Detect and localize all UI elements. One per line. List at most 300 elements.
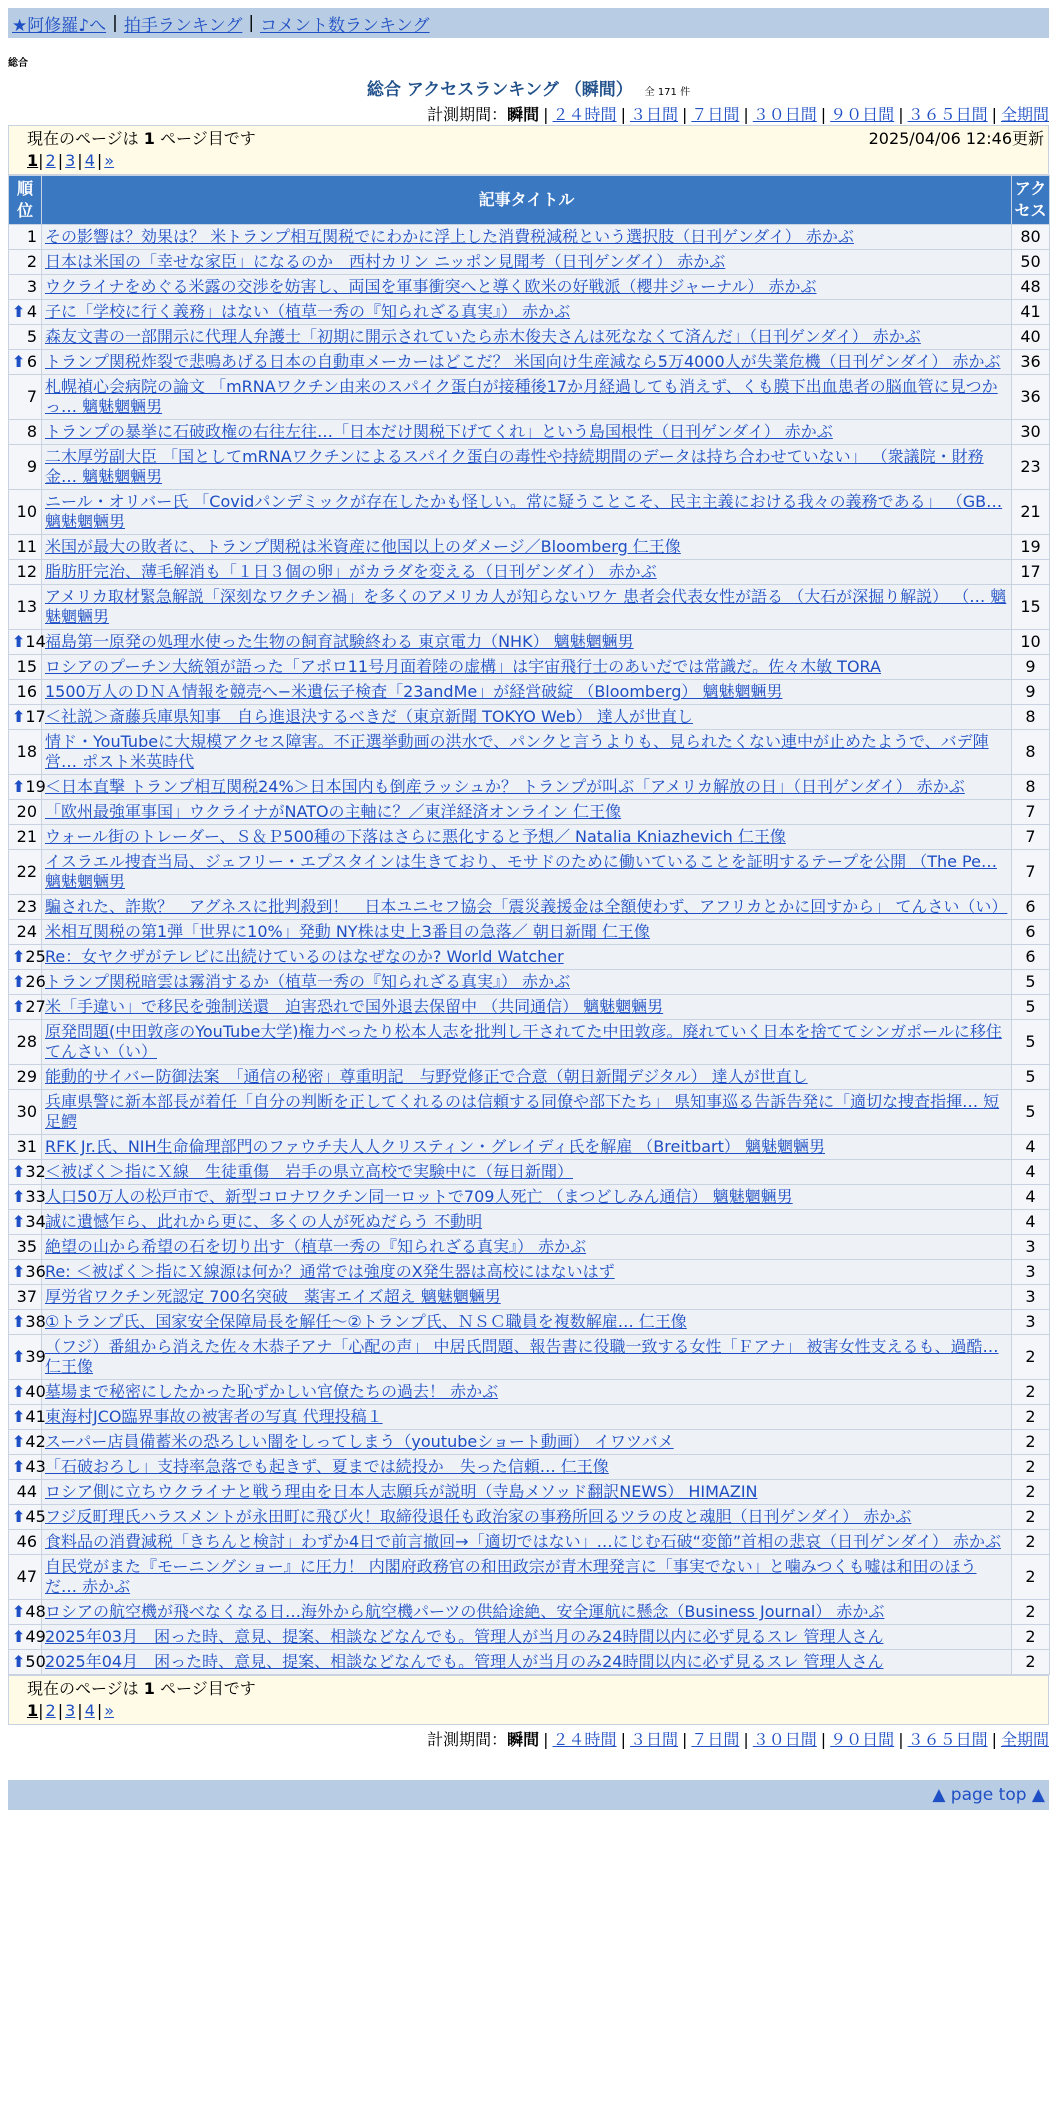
article-title-link[interactable]: 子に「学校に行く義務」はない（植草一秀の『知られざる真実』） 赤かぶ (45, 302, 571, 321)
page-top-link[interactable]: ▲ page top ▲ (932, 1785, 1045, 1805)
article-title-link[interactable]: 原発問題(中田敦彦のYouTube大学)権力べったり松本人志を批判し干されてた中田敦彦。廃れていく日本を捨ててシンガポールに移住 てんさい（い） (45, 1022, 1002, 1061)
article-title-link[interactable]: 兵庫県警に新本部長が着任「自分の判断を正してくれるのは信頼する同僚や部下たち」 県知事巡る告訴告発に「適切な捜査指揮… 短足鰐 (45, 1092, 1000, 1131)
article-title-link[interactable]: RFK Jr.氏、NIH生命倫理部門のファウチ夫人人クリスティン・グレイディ氏を解雇 （Breitbart） 魑魅魍魎男 (45, 1137, 825, 1156)
rank-number: 1 (26, 227, 37, 246)
article-title-link[interactable]: 騙された、詐欺？ アグネスに批判殺到！ 日本ユニセフ協会「震災義援金は全額使わず、アフリカとかに回すから」 てんさい（い） (45, 897, 1008, 916)
access-count: 7 (1012, 800, 1050, 825)
article-title-link[interactable]: ＜社説＞斎藤兵庫県知事 自ら進退決するべきだ（東京新聞 TOKYO Web） 達人が世直し (45, 707, 693, 726)
rank-cell (9, 1430, 46, 1455)
rank-up-arrow-icon: ⬆ (12, 302, 26, 321)
article-title-link[interactable]: 1500万人のＤＮＡ情報を競売へ−米遺伝子検査「23andMe」が経営破綻 （Bloomberg） 魑魅魍魎男 (45, 682, 783, 701)
access-count: 5 (1012, 970, 1050, 995)
current-page-suffix: ページ目です (154, 1679, 256, 1698)
access-count: 5 (1012, 1065, 1050, 1090)
title-cell (42, 1020, 1012, 1065)
article-title-link[interactable]: 脂肪肝完治、薄毛解消も「１日３個の卵」がカラダを変える（日刊ゲンダイ） 赤かぶ (45, 562, 657, 581)
period-option-link[interactable]: ９０日間 (830, 1730, 895, 1749)
rank-number: 43 (25, 1457, 46, 1476)
rank-cell (9, 705, 46, 730)
table-row (9, 705, 1050, 730)
clap-ranking-link[interactable]: 拍手ランキング (123, 15, 243, 36)
page-separator: | (38, 151, 44, 170)
title-cell (42, 995, 1012, 1020)
page-link[interactable]: 2 (45, 1701, 56, 1720)
rank-cell (9, 920, 42, 945)
access-count: 4 (1012, 1160, 1050, 1185)
header-title: 記事タイトル (42, 176, 1012, 225)
period-option-link[interactable]: ３６５日間 (907, 105, 988, 124)
page-current: 1 (27, 151, 39, 170)
rank-cell (9, 655, 42, 680)
table-row (9, 1065, 1050, 1090)
rank-up-arrow-icon: ⬆ (12, 777, 26, 796)
access-count: 2 (1012, 1555, 1050, 1600)
rank-cell (9, 995, 46, 1020)
rank-cell (9, 300, 42, 325)
current-page-number: 1 (143, 1679, 155, 1698)
title-cell (42, 800, 1012, 825)
title-cell (42, 1065, 1012, 1090)
table-row (9, 325, 1050, 350)
article-title-link[interactable]: ①トランプ氏、国家安全保障局長を解任～②トランプ氏、ＮＳＣ職員を複数解雇… 仁王像 (45, 1312, 687, 1331)
rank-number: 14 (25, 632, 46, 651)
title-cell (42, 350, 1012, 375)
access-count: 2 (1012, 1600, 1050, 1625)
title-cell (42, 895, 1012, 920)
article-title-link[interactable]: ロシア側に立ちウクライナと戦う理由を日本人志願兵が説明（寺島メソッド翻訳NEWS） HIMAZIN (45, 1482, 758, 1501)
rank-cell (9, 1285, 42, 1310)
period-separator: | (543, 1730, 549, 1749)
page-link[interactable]: 4 (84, 1701, 95, 1720)
article-title-link[interactable]: 米相互関税の第1弾「世界に10%」発動 NY株は史上3番目の急落／ 朝日新聞 仁王像 (45, 922, 650, 941)
article-title-link[interactable]: 食料品の消費減税「きちんと検討」わずか4日で前言撤回→「適切ではない」…にじむ石破“変節”首相の悲哀（日刊ゲンダイ） 赤かぶ (45, 1532, 1001, 1551)
rank-up-arrow-icon: ⬆ (12, 1212, 26, 1231)
page-link[interactable]: 3 (65, 151, 76, 170)
title-cell (42, 1260, 1012, 1285)
rank-up-arrow-icon: ⬆ (12, 632, 26, 651)
comment-ranking-link[interactable]: コメント数ランキング (260, 15, 430, 36)
rank-number: 19 (25, 777, 46, 796)
page-separator: | (96, 1701, 103, 1720)
period-option-link[interactable]: ９０日間 (830, 105, 895, 124)
rank-up-arrow-icon: ⬆ (12, 707, 26, 726)
rank-cell (9, 1380, 46, 1405)
rank-number: 13 (16, 597, 37, 616)
rank-number: 41 (25, 1407, 46, 1426)
article-title-link[interactable]: トランプの暴挙に石破政権の右往左往…「日本だけ関税下げてくれ」という島国根性（日刊ゲンダイ） 赤かぶ (45, 422, 833, 441)
table-row (9, 1650, 1050, 1675)
table-row (9, 560, 1050, 585)
title-cell (42, 1335, 1012, 1380)
total-count: 全 171 件 (644, 87, 691, 98)
period-option-link[interactable]: ３日間 (629, 1730, 678, 1749)
rank-number: 45 (25, 1507, 46, 1526)
article-title-link[interactable]: ＜日本直撃 トランプ相互関税24%＞日本国内も倒産ラッシュか？ トランプが叫ぶ「アメリカ解放の日」（日刊ゲンダイ） 赤かぶ (45, 777, 965, 796)
access-count: 21 (1012, 490, 1050, 535)
access-count: 80 (1012, 225, 1050, 250)
title-cell (42, 325, 1012, 350)
home-link[interactable]: ★阿修羅♪へ (12, 15, 107, 36)
article-title-link[interactable]: ニール・オリバー氏 「Covidパンデミックが存在したかも怪しい。常に疑うことこそ、民主主義における我々の義務である」 （GB… 魑魅魍魎男 (45, 492, 1003, 531)
access-count: 23 (1012, 445, 1050, 490)
article-title-link[interactable]: イスラエル捜査当局、ジェフリー・エプスタインは生きており、モサドのために働いていることを証明するテープを公開 （The Pe… 魑魅魍魎男 (45, 852, 997, 891)
period-option-link[interactable]: ７日間 (691, 105, 740, 124)
page-separator: | (57, 1701, 64, 1720)
period-label: 計測期間： (427, 105, 508, 124)
table-row (9, 970, 1050, 995)
rank-number: 32 (25, 1162, 46, 1181)
title-cell (42, 1455, 1012, 1480)
access-count: 2 (1012, 1430, 1050, 1455)
rank-number: 35 (16, 1237, 37, 1256)
title-cell (42, 775, 1012, 800)
article-title-link[interactable]: Re：女ヤクザがテレビに出続けているのはなぜなのか? World Watcher (45, 947, 564, 966)
article-title-link[interactable]: 福島第一原発の処理水使った生物の飼育試験終わる 東京電力（NHK） 魑魅魍魎男 (45, 632, 634, 651)
period-option-link[interactable]: ３０日間 (752, 105, 817, 124)
article-title-link[interactable]: アメリカ取材緊急解説「深刻なワクチン禍」を多くのアメリカ人が知らないワケ 患者会代表女性が語る （大石が深掘り解説） （… 魑魅魍魎男 (45, 587, 1007, 626)
ranking-table (8, 175, 1050, 1675)
title-cell (42, 730, 1012, 775)
article-title-link[interactable]: 「欧州最強軍事国」ウクライナがNATOの主軸に？／東洋経済オンライン 仁王像 (45, 802, 622, 821)
rank-number: 24 (16, 922, 37, 941)
page-links (27, 1700, 1044, 1722)
page-title-row (0, 75, 1057, 100)
rank-cell (9, 250, 42, 275)
period-selector-bottom (8, 1727, 1049, 1750)
title-cell (42, 225, 1012, 250)
access-count: 36 (1012, 375, 1050, 420)
rank-number: 40 (25, 1382, 46, 1401)
rank-cell (9, 1405, 46, 1430)
rank-cell (9, 225, 42, 250)
rank-number: 20 (16, 802, 37, 821)
table-row (9, 1430, 1050, 1455)
rank-cell (9, 1600, 46, 1625)
rank-cell (9, 1020, 42, 1065)
pager-bottom (8, 1675, 1049, 1725)
title-cell (42, 300, 1012, 325)
access-count: 3 (1012, 1285, 1050, 1310)
period-separator: | (898, 1730, 904, 1749)
table-row (9, 445, 1050, 490)
article-title-link[interactable]: 厚労省ワクチン死認定 700名突破 薬害エイズ超え 魑魅魍魎男 (45, 1287, 501, 1306)
title-cell (42, 1135, 1012, 1160)
rank-up-arrow-icon: ⬆ (12, 972, 26, 991)
rank-cell (9, 350, 42, 375)
title-cell (42, 1625, 1012, 1650)
table-row (9, 680, 1050, 705)
rank-cell (9, 490, 42, 535)
title-cell (42, 920, 1012, 945)
article-title-link[interactable]: 人口50万人の松戸市で、新型コロナワクチン同一ロットで709人死亡 （まつどしみん通信） 魑魅魍魎男 (45, 1187, 793, 1206)
rank-cell (9, 1530, 42, 1555)
rank-number: 27 (25, 997, 46, 1016)
rank-cell (9, 1555, 42, 1600)
title-cell (42, 250, 1012, 275)
rank-up-arrow-icon: ⬆ (12, 997, 26, 1016)
article-title-link[interactable]: 「石破おろし」支持率急落でも起きず、夏までは続投か 失った信頼… 仁王像 (45, 1457, 609, 1476)
period-option-link[interactable]: ３６５日間 (907, 1730, 988, 1749)
rank-number: 34 (25, 1212, 46, 1231)
rank-up-arrow-icon: ⬆ (12, 1382, 26, 1401)
page-separator: | (77, 1701, 83, 1720)
rank-number: 7 (26, 387, 37, 406)
article-title-link[interactable]: ＜被ばく＞指にＸ線 生徒重傷 岩手の県立高校で実験中に（毎日新聞） (45, 1162, 574, 1181)
rank-cell (9, 895, 42, 920)
rank-number: 29 (16, 1067, 37, 1086)
article-title-link[interactable]: 東海村JCO臨界事故の被害者の写真 代理投稿１ (45, 1407, 383, 1426)
title-cell (42, 1090, 1012, 1135)
title-cell (42, 1160, 1012, 1185)
article-title-link[interactable]: 米「手違い」で移民を強制送還 迫害恐れで国外退去保留中 （共同通信） 魑魅魍魎男 (45, 997, 664, 1016)
nav-separator: | (248, 13, 255, 33)
table-row (9, 1380, 1050, 1405)
rank-cell (9, 850, 42, 895)
period-separator: | (743, 105, 749, 124)
rank-number: 22 (16, 862, 37, 881)
article-title-link[interactable]: 自民党がまた『モーニングショー』に圧力！ 内閣府政務官の和田政宗が青木理発言に「事実でない」と噛みつくも嘘は和田のほうだ… 赤かぶ (45, 1557, 977, 1596)
title-cell (42, 1405, 1012, 1430)
table-row (9, 535, 1050, 560)
table-row (9, 250, 1050, 275)
rank-number: 25 (25, 947, 46, 966)
period-option-link[interactable]: ３０日間 (752, 1730, 817, 1749)
rank-cell (9, 1335, 46, 1380)
article-title-link[interactable]: 墓場まで秘密にしたかった恥ずかしい官僚たちの過去！ 赤かぶ (45, 1382, 499, 1401)
rank-number: 33 (25, 1187, 46, 1206)
article-title-link[interactable]: ウォール街のトレーダー、Ｓ＆Ｐ500種の下落はさらに悪化すると予想／ Natalia Kniazhevich 仁王像 (45, 827, 786, 846)
updated-timestamp: 2025/04/06 12:46更新 (868, 129, 1044, 148)
access-count: 2 (1012, 1380, 1050, 1405)
page-link[interactable]: 3 (65, 1701, 76, 1720)
rank-up-arrow-icon: ⬆ (12, 1347, 26, 1366)
access-count: 9 (1012, 680, 1050, 705)
period-separator: | (991, 105, 997, 124)
article-title-link[interactable]: 二木厚労副大臣 「国としてmRNAワクチンによるスパイク蛋白の毒性や持続期間のデータは持ち合わせていない」 （衆議院・財務金… 魑魅魍魎男 (45, 447, 984, 486)
period-separator: | (898, 105, 904, 124)
rank-number: 37 (16, 1287, 37, 1306)
rank-number: 16 (16, 682, 37, 701)
rank-cell (9, 800, 42, 825)
article-title-link[interactable]: トランプ関税暗雲は霧消するか（植草一秀の『知られざる真実』） 赤かぶ (45, 972, 571, 991)
access-count: 15 (1012, 585, 1050, 630)
rank-cell (9, 325, 42, 350)
rank-up-arrow-icon: ⬆ (12, 947, 26, 966)
table-row (9, 825, 1050, 850)
rank-cell (9, 630, 46, 655)
rank-number: 12 (16, 562, 37, 581)
ranking-table-body (9, 225, 1050, 1675)
access-count: 2 (1012, 1505, 1050, 1530)
table-row (9, 995, 1050, 1020)
period-current: 瞬間 (507, 105, 540, 124)
rank-cell (9, 1625, 46, 1650)
title-cell (42, 1235, 1012, 1260)
table-row (9, 585, 1050, 630)
table-row (9, 1310, 1050, 1335)
page-separator: | (77, 151, 83, 170)
title-cell (42, 275, 1012, 300)
rank-cell (9, 375, 42, 420)
article-title-link[interactable]: 森友文書の一部開示に代理人弁護士「初期に開示されていたら赤木俊夫さんは死ななくて済んだ」（日刊ゲンダイ） 赤かぶ (45, 327, 921, 346)
article-title-link[interactable]: トランプ関税炸裂で悲鳴あげる日本の自動車メーカーはどこだ？ 米国向け生産減なら5万4000人が失業危機（日刊ゲンダイ） 赤かぶ (45, 352, 1001, 371)
header-rank: 順位 (9, 176, 42, 225)
table-row (9, 850, 1050, 895)
access-count: 2 (1012, 1335, 1050, 1380)
rank-up-arrow-icon: ⬆ (12, 1457, 26, 1476)
article-title-link[interactable]: Re: ＜被ばく＞指にＸ線源は何か？通常では強度のX発生器は高校にはないはず (45, 1262, 615, 1281)
rank-cell (9, 775, 46, 800)
article-title-link[interactable]: 情ド・YouTubeに大規模アクセス障害。不正選挙動画の洪水で、パンクと言うよりも、見られたくない連中が止めたようで、バデ陣営… ポスト米英時代 (45, 732, 989, 771)
period-separator: | (743, 1730, 749, 1749)
rank-number: 8 (26, 422, 37, 441)
access-count: 8 (1012, 730, 1050, 775)
title-cell (42, 1380, 1012, 1405)
table-row (9, 1160, 1050, 1185)
access-count: 6 (1012, 895, 1050, 920)
rank-number: 48 (25, 1602, 46, 1621)
rank-number: 42 (25, 1432, 46, 1451)
rank-number: 50 (25, 1652, 46, 1671)
current-page-text (27, 128, 256, 150)
rank-cell (9, 680, 42, 705)
rank-cell (9, 560, 42, 585)
article-title-link[interactable]: スーパー店員備蓄米の恐ろしい闇をしってしまう（youtubeショート動画） イワツバメ (45, 1432, 674, 1451)
section-label: 総合 (8, 58, 28, 69)
next-page-link[interactable]: » (104, 1701, 115, 1720)
table-row (9, 1555, 1050, 1600)
article-title-link[interactable]: ウクライナをめぐる米露の交渉を妨害し、両国を軍事衝突へと導く欧米の好戦派（櫻井ジャーナル） 赤かぶ (45, 277, 817, 296)
rank-cell (9, 535, 42, 560)
rank-number: 30 (16, 1102, 37, 1121)
table-row (9, 275, 1050, 300)
rank-up-arrow-icon: ⬆ (12, 1262, 26, 1281)
table-row (9, 1530, 1050, 1555)
period-option-link[interactable]: ２４時間 (552, 105, 617, 124)
table-row (9, 920, 1050, 945)
rank-number: 10 (16, 502, 37, 521)
title-cell (42, 655, 1012, 680)
rank-cell (9, 1090, 42, 1135)
rank-number: 39 (25, 1347, 46, 1366)
period-option-link[interactable]: 全期間 (1000, 105, 1049, 124)
page-link[interactable]: 2 (45, 151, 56, 170)
current-page-text (27, 1678, 256, 1700)
rank-up-arrow-icon: ⬆ (12, 1162, 26, 1181)
rank-cell (9, 1505, 46, 1530)
access-count: 9 (1012, 655, 1050, 680)
rank-number: 18 (16, 742, 37, 761)
rank-up-arrow-icon: ⬆ (12, 1652, 26, 1671)
rank-cell (9, 1235, 42, 1260)
table-row (9, 1135, 1050, 1160)
title-cell (42, 1285, 1012, 1310)
period-selector-top (8, 102, 1049, 125)
table-row (9, 1020, 1050, 1065)
article-title-link[interactable]: 絶望の山から希望の石を切り出す（植草一秀の『知られざる真実』） 赤かぶ (45, 1237, 587, 1256)
title-cell (42, 825, 1012, 850)
access-count: 2 (1012, 1405, 1050, 1430)
table-row (9, 375, 1050, 420)
rank-number: 17 (25, 707, 46, 726)
rank-cell (9, 730, 42, 775)
rank-number: 26 (25, 972, 46, 991)
article-title-link[interactable]: ロシアの航空機が飛べなくなる日…海外から航空機パーツの供給途絶、安全運航に懸念（Business Journal） 赤かぶ (45, 1602, 885, 1621)
table-row (9, 945, 1050, 970)
title-cell (42, 850, 1012, 895)
table-row (9, 775, 1050, 800)
article-title-link[interactable]: 誠に遺憾乍ら、此れから更に、多くの人が死ぬだらう 不動明 (45, 1212, 483, 1231)
table-row (9, 1480, 1050, 1505)
title-cell (42, 490, 1012, 535)
next-page-link[interactable]: » (104, 151, 115, 170)
title-cell (42, 1530, 1012, 1555)
article-title-link[interactable]: フジ反町理氏ハラスメントが永田町に飛び火！取締役退任も政治家の事務所回るツラの皮と魂胆（日刊ゲンダイ） 赤かぶ (45, 1507, 912, 1526)
table-row (9, 730, 1050, 775)
article-title-link[interactable]: その影響は？効果は？ 米トランプ相互関税でにわかに浮上した消費税減税という選択肢（日刊ゲンダイ） 赤かぶ (45, 227, 854, 246)
rank-number: 11 (16, 537, 37, 556)
access-count: 2 (1012, 1650, 1050, 1675)
article-title-link[interactable]: 2025年04月 困った時、意見、提案、相談などなんでも。管理人が当月のみ24時間以内に必ず見るスレ 管理人さん (45, 1652, 884, 1671)
title-cell (42, 1555, 1012, 1600)
period-option-link[interactable]: 全期間 (1000, 1730, 1049, 1749)
table-row (9, 490, 1050, 535)
article-title-link[interactable]: （フジ）番組から消えた佐々木恭子アナ「心配の声」 中居氏問題、報告書に役職一致する女性「Ｆアナ」 被害女性支えるも、過酷… 仁王像 (45, 1337, 999, 1376)
period-separator: | (991, 1730, 997, 1749)
access-count: 50 (1012, 250, 1050, 275)
table-row (9, 300, 1050, 325)
period-option-link[interactable]: ３日間 (629, 105, 678, 124)
table-row (9, 1335, 1050, 1380)
article-title-link[interactable]: 2025年03月 困った時、意見、提案、相談などなんでも。管理人が当月のみ24時間以内に必ず見るスレ 管理人さん (45, 1627, 884, 1646)
rank-number: 23 (16, 897, 37, 916)
rank-cell (9, 1210, 46, 1235)
title-cell (42, 970, 1012, 995)
period-option-link[interactable]: ７日間 (691, 1730, 740, 1749)
table-row (9, 1455, 1050, 1480)
access-count: 5 (1012, 1020, 1050, 1065)
access-count: 2 (1012, 1530, 1050, 1555)
period-current: 瞬間 (507, 1730, 540, 1749)
rank-number: 9 (26, 457, 37, 476)
access-count: 7 (1012, 850, 1050, 895)
period-separator: | (820, 1730, 827, 1749)
article-title-link[interactable]: 能動的サイバー防御法案 「通信の秘密」尊重明記 与野党修正で合意（朝日新聞デジタル） 達人が世直し (45, 1067, 808, 1086)
header-access: アクセス (1012, 176, 1050, 225)
current-page-prefix: 現在のページは (27, 1679, 144, 1698)
period-option-link[interactable]: ２４時間 (552, 1730, 617, 1749)
rank-number: 5 (26, 327, 37, 346)
article-title-link[interactable]: 札幌禎心会病院の論文 「mRNAワクチン由来のスパイク蛋白が接種後17か月経過しても消えず、くも膜下出血患者の脳血管に見つかっ… 魑魅魍魎男 (45, 377, 998, 416)
access-count: 41 (1012, 300, 1050, 325)
title-cell (42, 1210, 1012, 1235)
page-link[interactable]: 4 (84, 151, 95, 170)
title-cell (42, 1310, 1012, 1335)
rank-number: 21 (16, 827, 37, 846)
pager-top (8, 125, 1049, 175)
current-page-number: 1 (143, 129, 155, 148)
current-page-prefix: 現在のページは (27, 129, 144, 148)
top-nav-bar (8, 8, 1049, 38)
article-title-link[interactable]: ロシアのプーチン大統領が語った「アポロ11号月面着陸の虚構」は宇宙飛行士のあいだでは常識だ。佐々木敏 TORA (45, 657, 881, 676)
rank-number: 38 (25, 1312, 46, 1331)
table-row (9, 630, 1050, 655)
access-count: 40 (1012, 325, 1050, 350)
article-title-link[interactable]: 日本は米国の「幸せな家臣」になるのか 西村カリン ニッポン見聞考（日刊ゲンダイ） 赤かぶ (45, 252, 726, 271)
article-title-link[interactable]: 米国が最大の敗者に、トランプ関税は米資産に他国以上のダメージ／Bloomberg 仁王像 (45, 537, 681, 556)
rank-number: 46 (16, 1532, 37, 1551)
access-count: 3 (1012, 1235, 1050, 1260)
